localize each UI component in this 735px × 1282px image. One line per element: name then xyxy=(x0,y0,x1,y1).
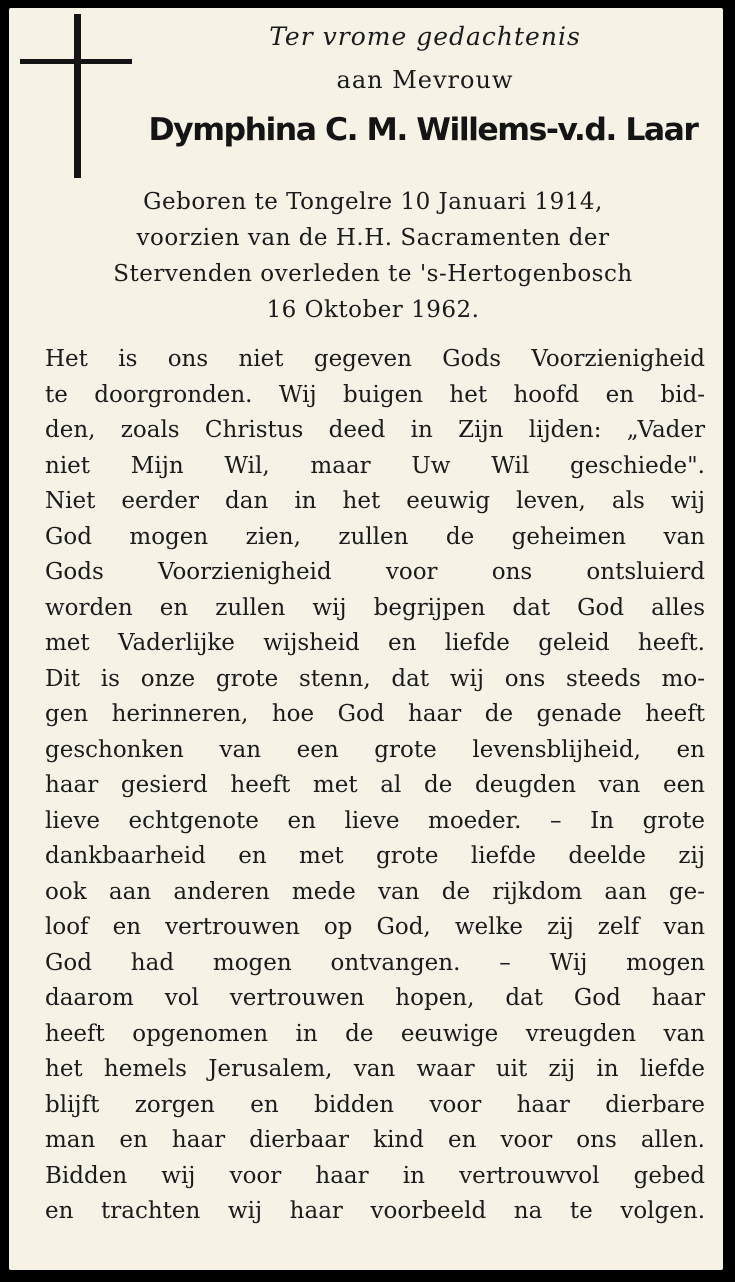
text-line: dankbaarheid en met grote liefde deelde zij xyxy=(45,843,705,869)
memorial-card xyxy=(9,8,723,1270)
text-line: het hemels Jerusalem, van waar uit zij in liefde xyxy=(45,1056,705,1082)
deceased-name: Dymphina C. M. Willems-v.d. Laar xyxy=(148,112,698,148)
text-line: te doorgronden. Wij buigen het hoofd en bid- xyxy=(45,381,705,408)
text-line: niet Mijn Wil, maar Uw Wil geschiede". xyxy=(45,452,705,479)
intro-line: Ter vrome gedachtenis xyxy=(269,22,581,51)
cross-icon xyxy=(74,14,81,178)
text-line: God had mogen ontvangen. – Wij mogen xyxy=(45,949,705,976)
text-line: Niet eerder dan in het eeuwig leven, als wij xyxy=(45,488,705,514)
text-line: den, zoals Christus deed in Zijn lijden: „Vader xyxy=(45,417,705,443)
text-line: geschonken van een grote levensblijheid, en xyxy=(45,736,705,763)
text-line: Dit is onze grote stenn, dat wij ons steeds mo- xyxy=(45,665,705,692)
text-line: gen herinneren, hoe God haar de genade heeft xyxy=(45,701,705,727)
text-line: ook aan anderen mede van de rijkdom aan ge- xyxy=(45,878,705,905)
text-line: haar gesierd heeft met al de deugden van een xyxy=(45,772,705,798)
text-line: daarom vol vertrouwen hopen, dat God haar xyxy=(45,985,705,1011)
text-line: heeft opgenomen in de eeuwige vreugden van xyxy=(45,1020,705,1047)
text-line: God mogen zien, zullen de geheimen van xyxy=(45,523,705,550)
text-line: Bidden wij voor haar in vertrouwvol gebed xyxy=(45,1162,705,1189)
text-line: Het is ons niet gegeven Gods Voorzienigheid xyxy=(45,346,705,372)
text-line: en trachten wij haar voorbeeld na te volgen. xyxy=(45,1198,705,1224)
memorial-text xyxy=(45,342,705,1230)
text-line: Gods Voorzienigheid voor ons ontsluierd xyxy=(45,559,705,585)
birth-death-details xyxy=(53,184,693,328)
details-line: Geboren te Tongelre 10 Januari 1914, xyxy=(143,189,603,215)
details-line: Stervenden overleden te 's-Hertogenbosch xyxy=(113,261,633,287)
cross-icon-bar xyxy=(20,59,132,64)
text-line: met Vaderlijke wijsheid en liefde geleid heeft. xyxy=(45,630,705,656)
details-line: 16 Oktober 1962. xyxy=(266,297,480,323)
text-line: lieve echtgenote en lieve moeder. – In grote xyxy=(45,807,705,834)
text-line: blijft zorgen en bidden voor haar dierbare xyxy=(45,1091,705,1118)
text-line: loof en vertrouwen op God, welke zij zelf van xyxy=(45,914,705,940)
text-line: worden en zullen wij begrijpen dat God alles xyxy=(45,594,705,621)
text-line: man en haar dierbaar kind en voor ons allen. xyxy=(45,1127,705,1153)
salutation-line: aan Mevrouw xyxy=(336,66,514,94)
details-line: voorzien van de H.H. Sacramenten der xyxy=(136,225,610,251)
